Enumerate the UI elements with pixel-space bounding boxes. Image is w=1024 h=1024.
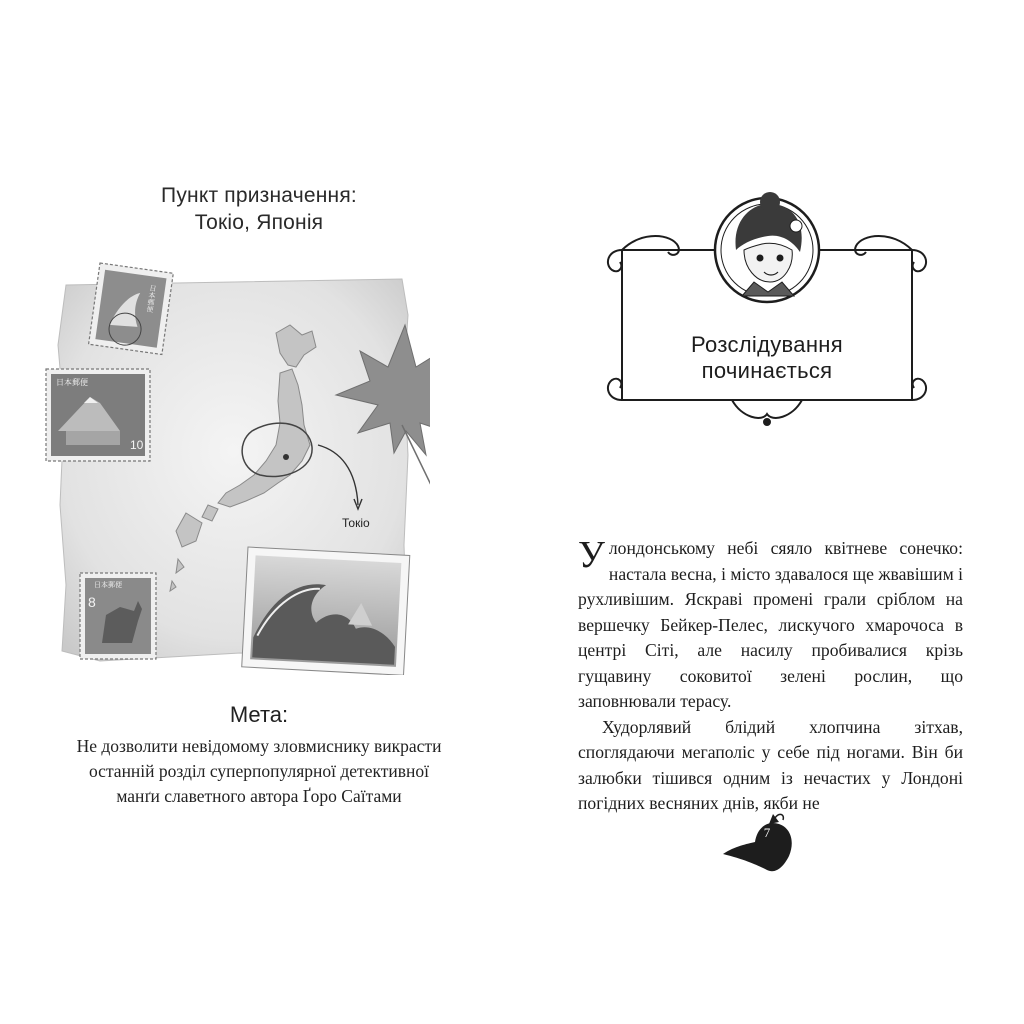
paragraph-1-text: лондонському небі сяяло квітневе сонечко: настала весна, і місто здавалося ще жвавішим і рухливішим. Яскраві промені грали сріблом на вершечку Бейкер-Пелес, лискучого хмарочоса в центрі Сіті, але насилу пробивалися крізь гущавину соковитої зелені рослин, що заповнювали терасу. xyxy=(578,538,963,711)
body-text xyxy=(578,536,963,817)
map-illustration xyxy=(40,255,430,675)
chapter-title-line: починається xyxy=(701,358,833,383)
chapter-frame xyxy=(602,160,932,430)
paragraph-1 xyxy=(578,536,963,715)
goal-line: Не дозволити невідомому зловмиснику викрасти xyxy=(76,736,442,756)
goal-text xyxy=(50,734,468,809)
stamp-bird-text: 日本郵便 xyxy=(145,284,158,313)
tokyo-marker xyxy=(283,454,289,460)
destination-label: Пункт призначення: xyxy=(161,184,357,207)
right-page xyxy=(512,0,1024,1024)
chapter-title xyxy=(642,332,892,384)
stamp-deer-text: 日本郵便 xyxy=(94,581,122,589)
character-medallion xyxy=(715,192,819,302)
stamp-fuji xyxy=(46,369,150,461)
stamp-fuji-text: 日本郵便 xyxy=(56,378,88,387)
drop-cap: У xyxy=(578,534,605,576)
stamp-fuji-value: 10 xyxy=(130,438,144,452)
goal-line: останній розділ суперпопулярної детективної xyxy=(88,761,429,781)
map-city-label: Токіо xyxy=(342,516,370,530)
wave-card xyxy=(242,547,410,675)
deerstalker-hat-icon xyxy=(717,810,797,882)
goal-line: манґи славетного автора Ґоро Саїтами xyxy=(116,786,402,806)
goal-title: Мета: xyxy=(229,702,289,727)
paragraph-2: Худорлявий блідий хлопчина зітхав, споглядаючи мегаполіс у себе під ногами. Він би залюбки тішився одним із нечастих у Лондоні погідних весняних днів, якби не xyxy=(578,716,963,813)
stamp-bird xyxy=(89,263,174,355)
page-number: 7 xyxy=(763,825,771,840)
destination-value: Токіо, Японія xyxy=(194,211,324,234)
chapter-title-line: Розслідування xyxy=(691,332,843,357)
stamp-deer-value: 8 xyxy=(88,594,96,610)
stamp-deer xyxy=(80,573,156,659)
destination-heading xyxy=(100,182,418,236)
